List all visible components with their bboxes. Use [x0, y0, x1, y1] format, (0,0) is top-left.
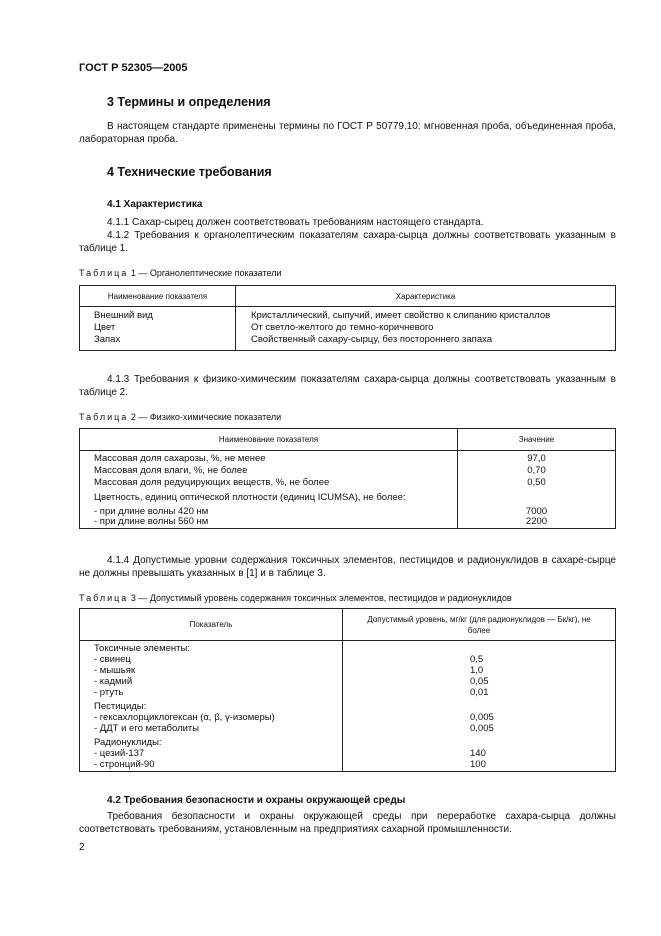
table-column	[236, 307, 616, 351]
paragraph-4-1-4: 4.1.4 Допустимые уровни содержания токсичных элементов, пестицидов и радионуклидов в сахаре-сырце не должны превышать указанных в [1] и в таблице 3.	[79, 555, 616, 579]
table-cell: 2200	[525, 516, 548, 527]
table-cell	[470, 737, 615, 748]
table-cell: Пестициды:	[94, 701, 147, 712]
table-cell: 0,70	[527, 465, 546, 476]
table-cell: 0,01	[470, 687, 489, 698]
table-1	[79, 285, 616, 351]
table-cell: Внешний вид	[94, 310, 153, 321]
table-cell: - цезий-137	[94, 748, 145, 759]
table-cell: - кадмий	[94, 676, 133, 687]
table-2	[79, 428, 616, 529]
table-header-cell: Наименование показателя	[80, 429, 458, 451]
table-column	[80, 451, 458, 529]
subsection-4-1-title: 4.1 Характеристика	[107, 199, 203, 210]
standard-code: ГОСТ Р 52305—2005	[79, 62, 188, 74]
table-caption-text: 1 — Органолептические показатели	[130, 268, 282, 278]
table-cell: 0,5	[470, 654, 484, 665]
table-cell: Массовая доля редуцирующих веществ, %, не более	[94, 477, 330, 488]
table-caption-label: Таблица	[79, 412, 129, 422]
table-cell: - стронций-90	[94, 759, 155, 770]
table-caption-text: 3 — Допустимый уровень содержания токсичных элементов, пестицидов и радионуклидов	[130, 593, 512, 603]
table-cell: Цветность, единиц оптической плотности (единиц ICUMSA), не более:	[94, 492, 406, 503]
page-number: 2	[79, 842, 85, 853]
table-cell: Свойственный сахару-сырцу, без постороннего запаха	[251, 334, 493, 345]
table-cell: 140	[470, 748, 486, 759]
table-3	[79, 608, 616, 772]
section-3-text: В настоящем стандарте применены термины по ГОСТ Р 50779.10: мгновенная проба, объединенная проба, лабораторная проба.	[79, 121, 616, 145]
table-cell: Кристаллический, сыпучий, имеет свойство к слипанию кристаллов	[251, 310, 551, 321]
table-cell: - при длине волны 420 нм	[94, 506, 209, 517]
table-cell: - мышьяк	[94, 665, 136, 676]
table-caption-label: Таблица	[79, 268, 129, 278]
table-cell: 1,0	[470, 665, 484, 676]
table-cell: - свинец	[94, 654, 131, 665]
table-cell: 0,005	[470, 712, 494, 723]
table-column	[458, 451, 616, 529]
paragraph-4-1-3: 4.1.3 Требования к физико-химическим показателям сахара-сырца должны соответствовать указанным в таблице 2.	[79, 374, 616, 398]
section-4-title: 4 Технические требования	[107, 165, 272, 179]
table-cell: Массовая доля сахарозы, %, не менее	[94, 453, 266, 464]
table-header-cell: Показатель	[80, 609, 343, 641]
table-2-caption	[79, 412, 281, 422]
table-cell: Запах	[94, 334, 121, 345]
table-cell: 7000	[525, 506, 548, 517]
table-column	[343, 641, 616, 772]
table-caption-label: Таблица	[79, 593, 129, 603]
table-cell	[470, 701, 615, 712]
section-3-title: 3 Термины и определения	[107, 95, 271, 109]
table-caption-text: 2 — Физико-химические показатели	[130, 412, 282, 422]
table-cell	[470, 643, 615, 654]
table-column	[80, 641, 343, 772]
table-3-caption	[79, 593, 512, 603]
paragraph-4-2: Требования безопасности и охраны окружающей среды при переработке сахара-сырца должны соответствовать требованиям, установленным на предприятиях сахарной промышленности.	[79, 811, 616, 835]
table-cell: 0,05	[470, 676, 489, 687]
table-cell	[458, 492, 615, 504]
table-cell: 100	[470, 759, 486, 770]
table-cell: Массовая доля влаги, %, не более	[94, 465, 248, 476]
subsection-4-2-title: 4.2 Требования безопасности и охраны окружающей среды	[107, 795, 406, 806]
table-header-cell: Характеристика	[236, 286, 616, 307]
table-cell: 0,005	[470, 723, 494, 734]
paragraph-4-1-2: 4.1.2 Требования к органолептическим показателям сахара-сырца должны соответствовать указанным в таблице 1.	[79, 230, 616, 254]
table-cell: - ДДТ и его метаболиты	[94, 723, 200, 734]
table-header-cell: Значение	[458, 429, 616, 451]
table-cell: От светло-желтого до темно-коричневого	[251, 322, 434, 333]
table-cell: Цвет	[94, 322, 116, 333]
table-cell: - ртуть	[94, 687, 124, 698]
table-header-cell: Наименование показателя	[80, 286, 236, 307]
table-cell: 97,0	[527, 453, 546, 464]
table-1-caption	[79, 268, 282, 278]
table-header-cell: Допустимый уровень, мг/кг (для радионуклидов — Бк/кг), не более	[343, 609, 616, 641]
table-cell: - при длине волны 560 нм	[94, 516, 209, 527]
table-column	[80, 307, 236, 351]
table-cell: - гексахлорциклогексан (α, β, γ-изомеры)	[94, 712, 275, 723]
paragraph-4-1-1: 4.1.1 Сахар-сырец должен соответствовать требованиям настоящего стандарта.	[107, 217, 484, 228]
table-cell: Радионуклиды:	[94, 737, 162, 748]
table-cell: Токсичные элементы:	[94, 643, 190, 654]
table-cell: 0,50	[527, 477, 546, 488]
